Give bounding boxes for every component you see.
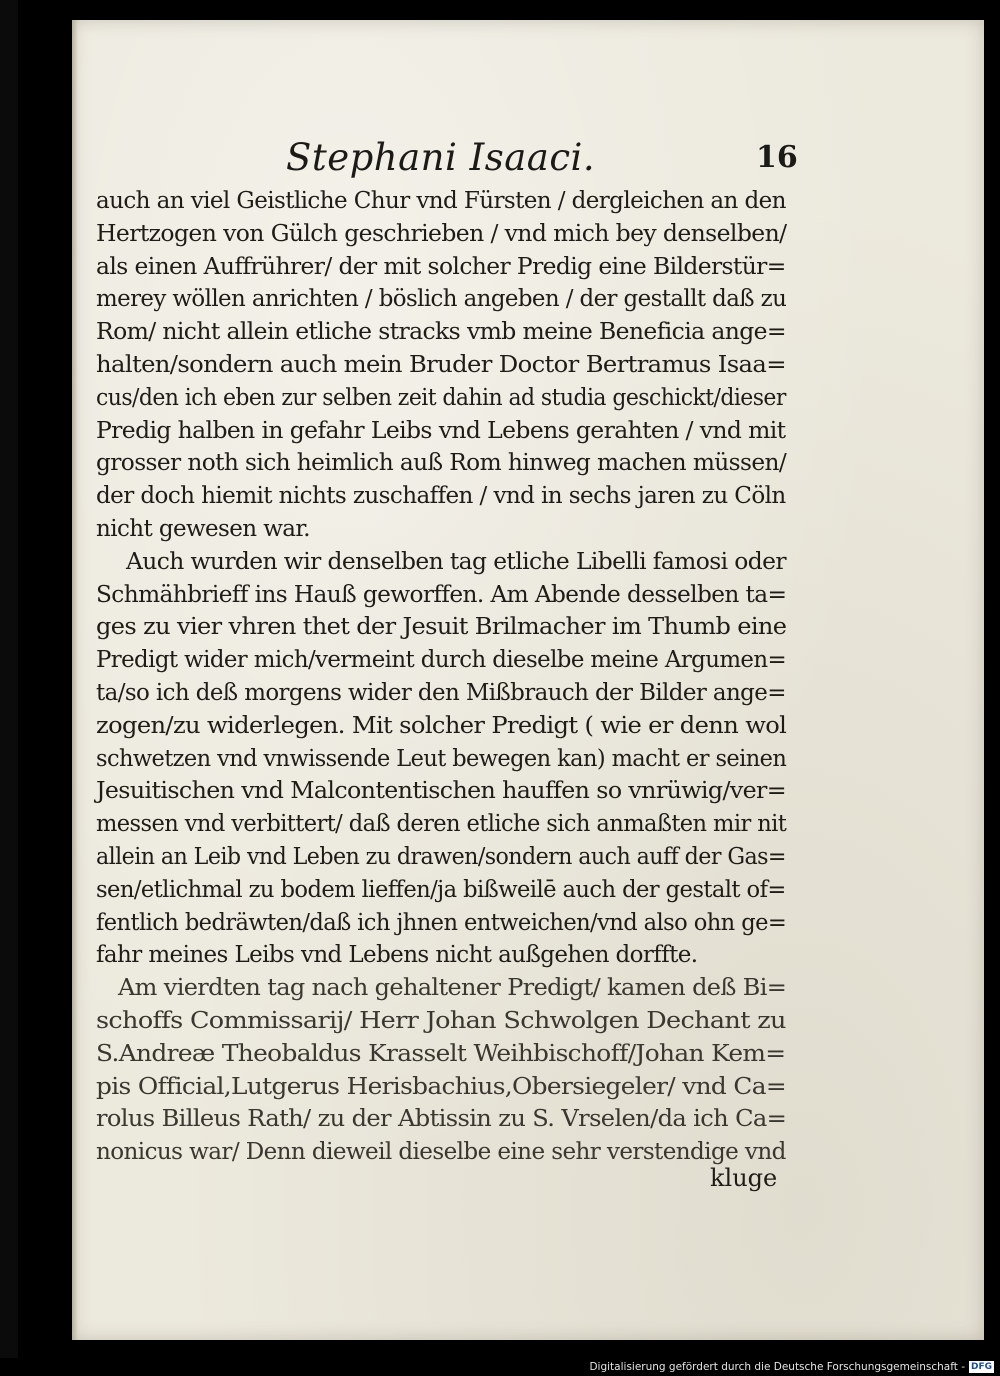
text-line: Predigt wider mich/vermeint durch dieselbe meine Argumen= — [96, 647, 787, 674]
text-line: fentlich bedräwten/daß ich jhnen entweichen/vnd also ohn ge= — [96, 909, 787, 936]
text-line: rolus Billeus Rath/ zu der Abtissin zu S. Vrselen/da ich Ca= — [96, 1106, 787, 1133]
catchword: kluge — [710, 1164, 778, 1192]
text-line: Am vierdten tag nach gehaltener Predigt/ kamen deß Bi= — [118, 975, 787, 1002]
text-line: zogen/zu widerlegen. Mit solcher Predigt ( wie er denn wol — [96, 712, 787, 739]
text-line: cus/den ich eben zur selben zeit dahin ad studia geschickt/dieser — [96, 384, 786, 411]
text-line: fahr meines Leibs vnd Lebens nicht außgehen dorffte. — [96, 942, 698, 969]
text-line: schoffs Commissarij/ Herr Johan Schwolgen Dechant zu — [96, 1008, 786, 1034]
text-line: ges zu vier vhren thet der Jesuit Brilmacher im Thumb eine — [96, 614, 787, 641]
text-line: pis Official,Lutgerus Herisbachius,Obersiegeler/ vnd Ca= — [96, 1073, 787, 1100]
text-line: ta/so ich deß morgens wider den Mißbrauch der Bilder ange= — [96, 680, 786, 706]
text-line: Schmähbrieff ins Hauß geworffen. Am Abende desselben ta= — [96, 581, 787, 608]
text-line: grosser noth sich heimlich auß Rom hinweg machen müssen/ — [96, 450, 787, 477]
text-line: merey wöllen anrichten / böslich angeben / der gestallt daß zu — [96, 286, 787, 313]
funding-credit: Digitalisierung gefördert durch die Deutsche Forschungsgemeinschaft - — [589, 1361, 965, 1373]
text-line: Predig halben in gefahr Leibs vnd Lebens gerahten / vnd mit — [96, 417, 786, 444]
text-line: Rom/ nicht allein etliche stracks vmb meine Beneficia ange= — [96, 319, 786, 346]
text-line: als einen Auffrührer/ der mit solcher Predig eine Bilderstür= — [96, 253, 786, 280]
text-line: sen/etlichmal zu bodem lieffen/ja bißweilē auch der gestalt of= — [96, 876, 786, 903]
running-head: Stephani Isaaci. — [286, 136, 596, 179]
text-line: Auch wurden wir denselben tag etliche Libelli famosi oder — [126, 548, 786, 575]
text-line: Jesuitischen vnd Malcontentischen hauffen so vnrüwig/ver= — [96, 778, 787, 805]
text-line: auch an viel Geistliche Chur vnd Fürsten / dergleichen an den — [96, 188, 786, 214]
text-line: S.Andreæ Theobaldus Krasselt Weihbischoff/Johan Kem= — [96, 1040, 786, 1067]
text-line: der doch hiemit nichts zuschaffen / vnd in sechs jaren zu Cöln — [96, 483, 786, 510]
text-line: allein an Leib vnd Leben zu drawen/sondern auch auff der Gas= — [96, 844, 786, 870]
funding-footer — [589, 1358, 1000, 1376]
text-line: Hertzogen von Gülch geschrieben / vnd mich bey denselben/ — [96, 220, 787, 247]
page-gutter-shadow — [72, 20, 78, 1340]
text-line: nonicus war/ Denn dieweil dieselbe eine sehr verstendige vnd — [96, 1139, 786, 1166]
text-line: halten/sondern auch mein Bruder Doctor Bertramus Isaa= — [96, 352, 786, 378]
dfg-logo: DFG — [970, 1362, 992, 1372]
text-line: nicht gewesen war. — [96, 516, 310, 542]
text-line: schwetzen vnd vnwissende Leut bewegen kan) macht er seinen — [96, 745, 787, 772]
page-number: 16 — [756, 140, 798, 175]
text-line: messen vnd verbittert/ daß deren etliche sich anmaßten mir nit — [96, 811, 787, 838]
viewer-side-bar — [0, 0, 18, 1358]
